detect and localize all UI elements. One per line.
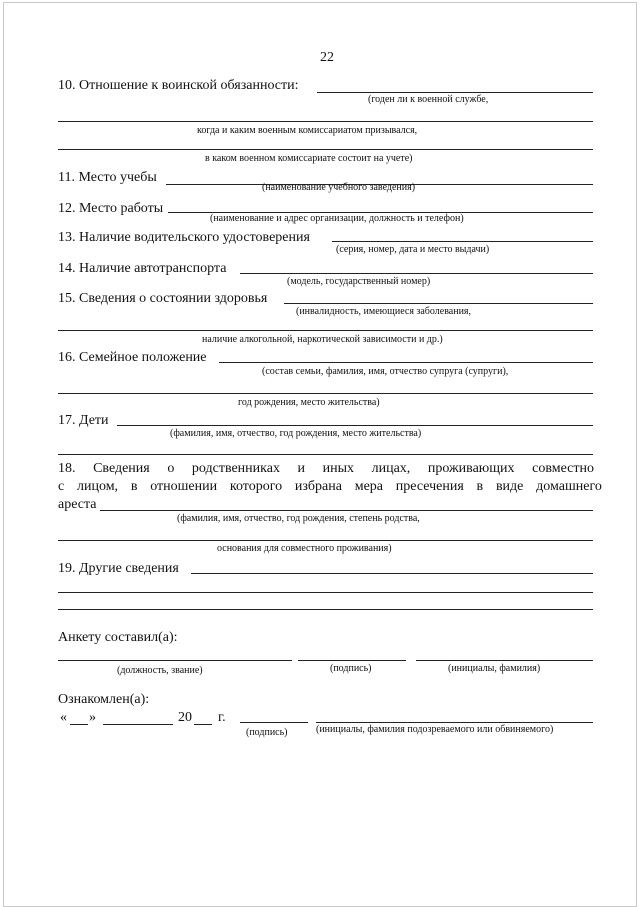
item-18-word: иных xyxy=(322,461,355,476)
compiled-signature-line[interactable] xyxy=(298,660,406,661)
item-14-caption: (модель, государственный номер) xyxy=(287,276,431,287)
item-18-word: которого xyxy=(229,479,283,494)
item-13-field-line[interactable] xyxy=(332,241,593,242)
item-18-line-3: ареста xyxy=(58,497,97,512)
item-18-word: в xyxy=(476,479,484,494)
item-12-caption: (наименование и адрес организации, должность и телефон) xyxy=(210,213,464,224)
item-16-label: 16. Семейное положение xyxy=(58,350,207,365)
item-18-caption-2: основания для совместного проживания) xyxy=(217,543,392,554)
date-year-suffix: г. xyxy=(218,710,226,725)
item-18-word: в xyxy=(130,479,138,494)
item-13-caption: (серия, номер, дата и место выдачи) xyxy=(336,244,490,255)
acquainted-name-caption: (инициалы, фамилия подозреваемого или обвиняемого) xyxy=(316,724,554,735)
item-10-caption-2: когда и каким военным комиссариатом призывался, xyxy=(197,125,418,136)
date-quote-open: « xyxy=(60,710,67,725)
item-18-word: 18. xyxy=(58,461,76,476)
item-18-line-2 xyxy=(58,479,602,495)
item-15-field-line[interactable] xyxy=(284,303,593,304)
acquainted-signature-caption: (подпись) xyxy=(246,727,288,738)
acquainted-name-line[interactable] xyxy=(316,722,593,723)
acquainted-signature-line[interactable] xyxy=(240,722,308,723)
item-15-label: 15. Сведения о состоянии здоровья xyxy=(58,291,268,306)
item-11-caption: (наименование учебного заведения) xyxy=(262,182,416,193)
item-18-word: о xyxy=(167,461,175,476)
item-15-caption-1: (инвалидность, имеющиеся заболевания, xyxy=(296,306,472,317)
item-16-caption-2: год рождения, место жительства) xyxy=(238,397,380,408)
item-17-field-line[interactable] xyxy=(117,425,593,426)
item-18-line-1 xyxy=(58,461,594,477)
compiled-by-label: Анкету составил(а): xyxy=(58,630,178,645)
item-18-field-line[interactable] xyxy=(100,510,593,511)
item-11-label: 11. Место учебы xyxy=(58,170,157,185)
item-14-label: 14. Наличие автотранспорта xyxy=(58,261,227,276)
item-18-word: совместно xyxy=(532,461,594,476)
item-16-field-line-2[interactable] xyxy=(58,393,593,394)
item-18-caption-1: (фамилия, имя, отчество, год рождения, степень родства, xyxy=(177,513,420,524)
compiled-position-line[interactable] xyxy=(58,660,292,661)
item-18-word: проживающих xyxy=(427,461,515,476)
item-18-word: избрана xyxy=(294,479,342,494)
item-18-word: Сведения xyxy=(93,461,150,476)
item-17-caption: (фамилия, имя, отчество, год рождения, место жительства) xyxy=(170,428,422,439)
compiled-signature-caption: (подпись) xyxy=(330,663,372,674)
compiled-position-caption: (должность, звание) xyxy=(117,665,203,676)
item-18-word: лицах, xyxy=(371,461,411,476)
item-18-word: родственниках xyxy=(191,461,280,476)
item-17-field-line-2[interactable] xyxy=(58,454,593,455)
date-year-prefix: 20 xyxy=(178,710,192,725)
acquainted-label: Ознакомлен(а): xyxy=(58,692,150,707)
date-quote-close: » xyxy=(89,710,96,725)
item-10-caption-1: (годен ли к военной службе, xyxy=(368,94,489,105)
date-day-line[interactable] xyxy=(70,724,88,725)
item-19-label: 19. Другие сведения xyxy=(58,561,179,576)
item-17-label: 17. Дети xyxy=(58,413,109,428)
item-18-word: пресечения xyxy=(395,479,464,494)
item-13-label: 13. Наличие водительского удостоверения xyxy=(58,230,310,245)
item-10-field-line-3[interactable] xyxy=(58,149,593,150)
compiled-name-caption: (инициалы, фамилия) xyxy=(448,663,541,674)
date-month-line[interactable] xyxy=(103,724,173,725)
item-18-field-line-2[interactable] xyxy=(58,540,593,541)
item-19-field-line[interactable] xyxy=(191,573,593,574)
item-15-field-line-2[interactable] xyxy=(58,330,593,331)
item-18-word: отношении xyxy=(150,479,218,494)
item-19-field-line-3[interactable] xyxy=(58,609,593,610)
item-18-word: мера xyxy=(354,479,384,494)
item-18-word: с xyxy=(58,479,65,494)
item-10-field-line[interactable] xyxy=(317,92,593,93)
item-18-word: и xyxy=(297,461,306,476)
item-19-field-line-2[interactable] xyxy=(58,592,593,593)
item-16-caption-1: (состав семьи, фамилия, имя, отчество супруга (супруги), xyxy=(262,366,509,377)
item-12-label: 12. Место работы xyxy=(58,201,164,216)
item-16-field-line[interactable] xyxy=(219,362,593,363)
date-year-line[interactable] xyxy=(194,724,212,725)
compiled-name-line[interactable] xyxy=(416,660,593,661)
item-10-caption-3: в каком военном комиссариате состоит на учете) xyxy=(205,153,413,164)
item-14-field-line[interactable] xyxy=(240,273,593,274)
item-10-field-line-2[interactable] xyxy=(58,121,593,122)
item-10-label: 10. Отношение к воинской обязанности: xyxy=(58,78,299,93)
page-number: 22 xyxy=(320,50,334,65)
item-18-word: виде xyxy=(495,479,524,494)
item-18-word: домашнего xyxy=(536,479,602,494)
item-18-word: лицом, xyxy=(76,479,119,494)
item-15-caption-2: наличие алкогольной, наркотической зависимости и др.) xyxy=(202,334,443,345)
